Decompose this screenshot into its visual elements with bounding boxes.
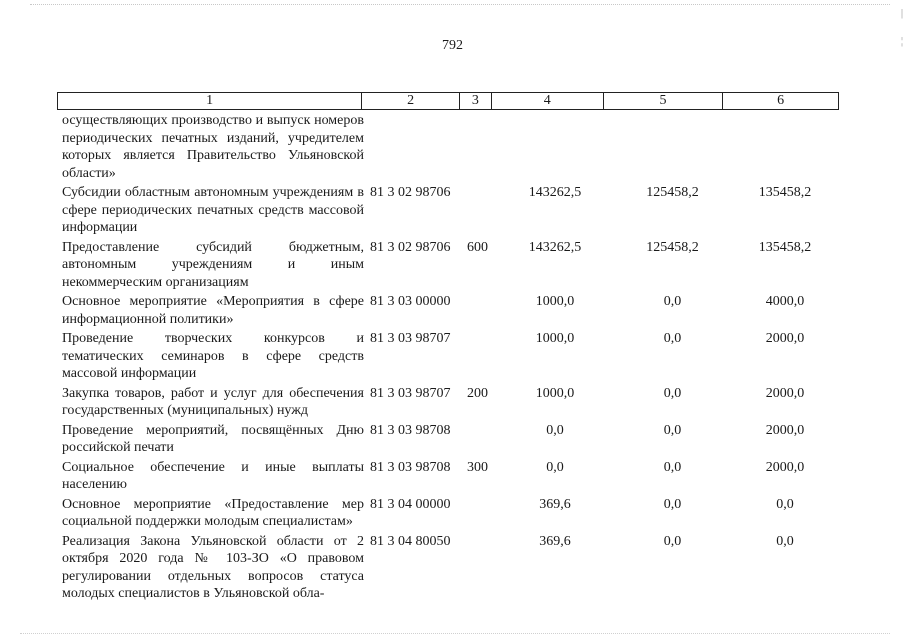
row-vr [467,112,496,182]
row-vr [467,293,496,328]
row-code: 81 3 04 00000 [370,496,451,512]
row-value-2023: 2000,0 [765,422,805,438]
row-value-2022: 0,0 [663,459,682,475]
row-code: 81 3 03 98708 [370,422,451,438]
header-col-1: 1 [58,93,362,109]
header-col-4: 4 [492,93,604,109]
row-code: 81 3 02 98706 [370,239,451,255]
row-value-2022 [614,112,731,182]
row-code: 81 3 03 98707 [370,385,451,401]
scan-top-artifact [30,4,890,7]
row-code: 81 3 03 98708 [370,459,451,475]
row-value-2021: 1000,0 [535,385,575,401]
row-value-2022: 0,0 [663,422,682,438]
row-value-2022: 125458,2 [646,239,699,255]
row-value-2023: 135458,2 [758,185,812,200]
row-value-2021: 1000,0 [535,294,575,309]
table-body [57,112,839,603]
table-row [57,385,839,420]
row-value-2021: 143262,5 [528,185,582,200]
scan-edge-mark: | [900,8,903,19]
row-code: 81 3 03 98707 [370,331,451,346]
header-col-2: 2 [362,93,460,109]
table-row [57,459,839,494]
row-name: Проведение мероприятий, посвящённых Дню российской печати [62,422,364,455]
row-value-2021 [496,112,614,182]
row-code: 81 3 02 98706 [370,185,451,200]
row-value-2023: 135458,2 [758,239,812,255]
row-value-2022: 0,0 [663,533,682,549]
page-number: 792 [442,38,463,53]
row-value-2023 [731,112,839,182]
row-value-2022: 0,0 [663,331,682,346]
header-col-3: 3 [460,93,492,109]
table-row [57,293,839,328]
row-code: 81 3 04 80050 [370,533,451,549]
header-col-6: 6 [777,93,785,108]
row-name: Субсидии областным автономным учреждениям в сфере периодических печатных средств массовой информации [62,185,364,235]
row-name: Предоставление субсидий бюджетным, автономным учреждениям и иным некоммерческим организациям [62,239,364,290]
row-name: Закупка товаров, работ и услуг для обеспечения государственных (муниципальных) нужд [62,385,364,418]
row-value-2023: 4000,0 [765,294,805,309]
table-header [57,92,839,110]
table-row [57,184,839,237]
row-name: Основное мероприятие «Предоставление мер социальной поддержки молодым специалистам» [62,496,364,529]
row-name: Проведение творческих конкурсов и тематических семинаров в сфере средств массовой информации [62,331,364,381]
table-row [57,422,839,457]
row-value-2021: 143262,5 [528,239,582,255]
row-name: Реализация Закона Ульяновской области от 2 октября 2020 года № 103-ЗО «О правовом регулировании отдельных вопросов статуса молодых специалистов в Ульяновской обла- [62,533,364,601]
row-value-2022: 0,0 [663,385,682,401]
row-vr: 300 [467,459,488,475]
row-value-2023: 2000,0 [765,331,805,346]
row-value-2021: 369,6 [539,533,571,549]
table-row [57,533,839,603]
table-row [57,330,839,383]
row-value-2021: 369,6 [539,496,571,512]
row-value-2023: 0,0 [776,496,794,512]
row-vr [467,184,496,237]
row-code: 81 3 03 00000 [370,294,451,309]
row-value-2022: 125458,2 [646,185,699,200]
row-code [364,112,467,182]
row-vr: 600 [467,239,488,255]
row-name: осуществляющих производство и выпуск номеров периодических печатных изданий, учредителем которых является Правительство Ульяновской области» [62,113,364,181]
row-value-2021: 0,0 [546,459,564,475]
row-name: Основное мероприятие «Мероприятия в сфере информационной политики» [62,294,364,327]
row-vr [467,533,496,603]
row-value-2023: 2000,0 [765,385,805,401]
row-vr: 200 [467,385,488,401]
row-value-2022: 0,0 [663,496,682,512]
row-name: Социальное обеспечение и иные выплаты населению [62,459,364,492]
row-vr [467,330,496,383]
row-value-2022: 0,0 [663,294,682,309]
table-row [57,239,839,292]
table-row [57,496,839,531]
row-value-2021: 1000,0 [535,331,575,346]
scan-bottom-artifact [20,633,890,636]
row-value-2023: 0,0 [776,533,794,549]
header-col-5: 5 [604,93,724,109]
row-value-2021: 0,0 [546,422,564,438]
row-vr [467,496,496,531]
row-value-2023: 2000,0 [765,459,805,475]
row-vr [467,422,496,457]
table-row [57,112,839,182]
scan-edge-mark: ¦ [900,36,903,47]
